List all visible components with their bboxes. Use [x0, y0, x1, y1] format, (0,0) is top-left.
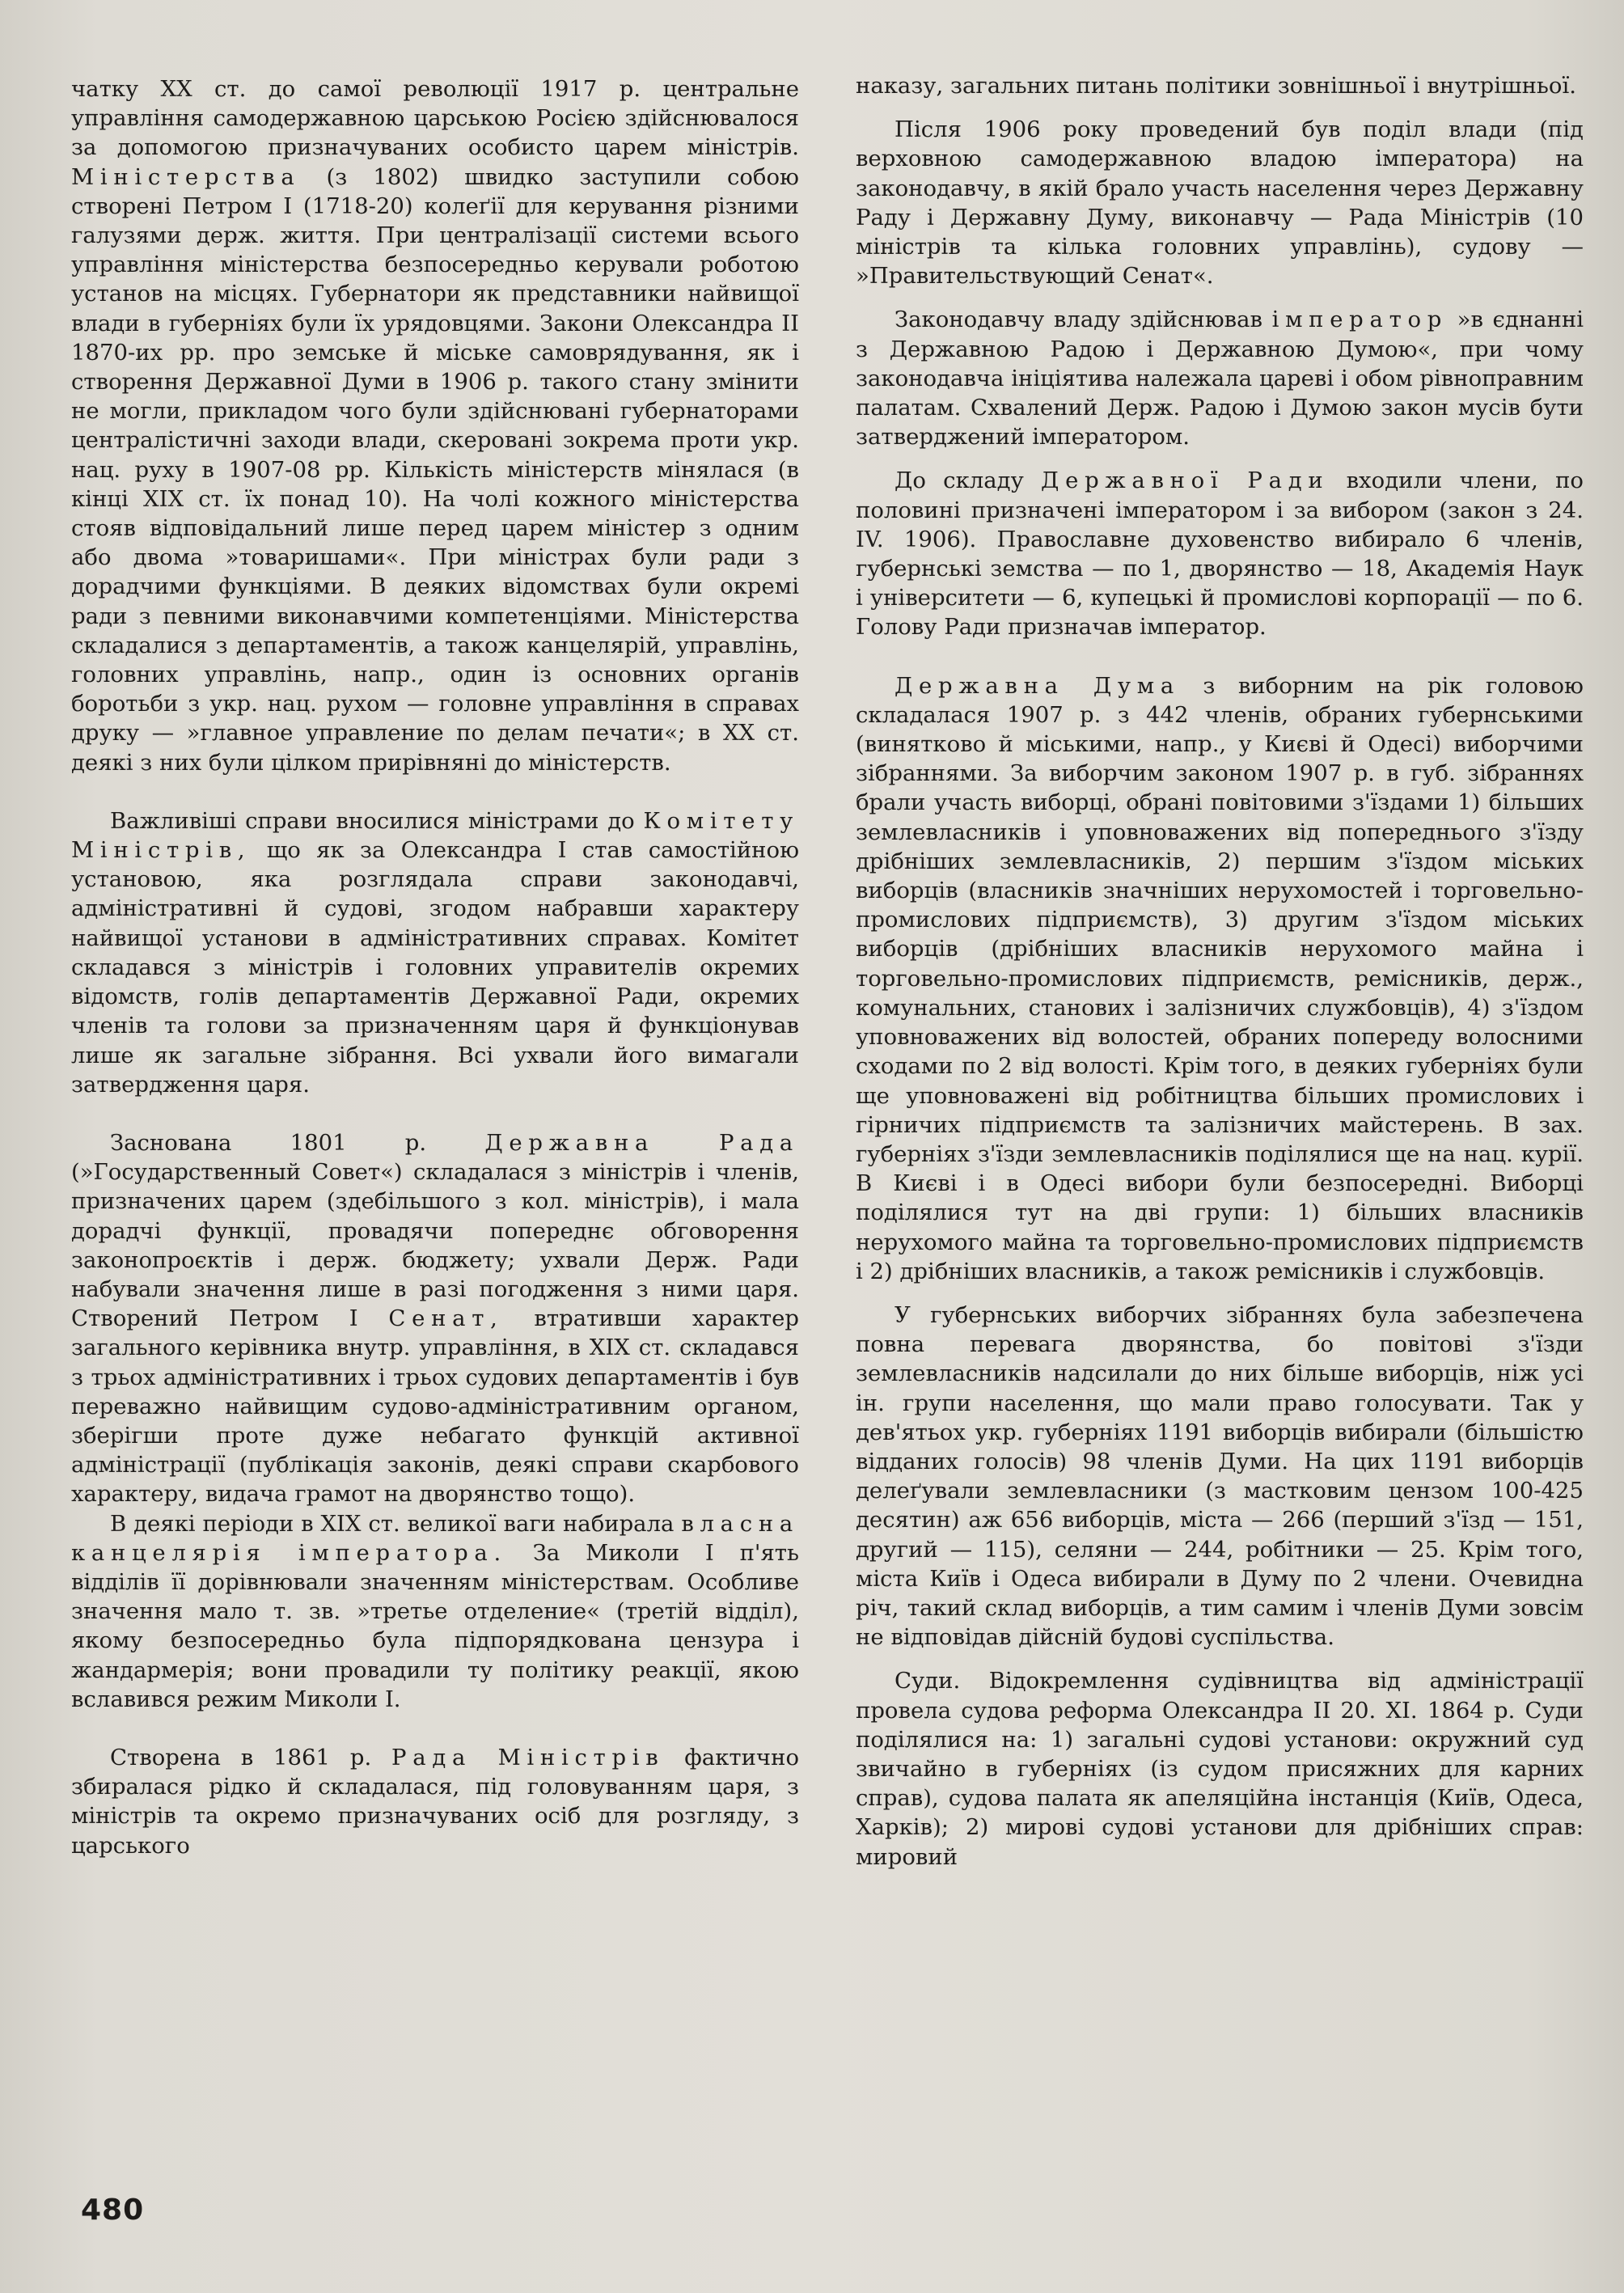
paragraph-text: чатку XX ст. до самої революції 1917 р. центральне управління самодержавною царською Росією здійснювалося за допомогою призначуваних особисто царем міністрів. — [71, 76, 799, 161]
paragraph-text: з виборним на рік головою складалася 1907 р. з 442 членів, обраних губернськими (винятково й міськими, напр., у Києві й Одесі) виборчими зібраннями. За виборчим законом 1907 р. в губ. зібраннях брали участь виборці, обрані повітовими з'їздами 1) більших землевласників і уповноважених від попереднього з'їзду дрібніших землевласників, 2) першим з'їздом міських виборців (власників значніших нерухомостей і торговельно-промислових підприємств), 3) другим з'їздом міських виборців (дрібніших власників нерухомого майна і торговельно-промислових підприємств, ремісників, держ., комунальних, станових і залізничих службовців), 4) з'їздом уповноважених від волостей, обраних попереду волосними сходами по 2 від волості. Крім того, в деяких губерніях були ще уповноважені від робітництва більших промислових і гірничих підприємств та залізничих майстерень. В зах. губерніях з'їзди землевласників поділялися ще на нац. курії. В Києві і в Одесі вибори були безпосередні. Виборці поділялися тут на дві групи: 1) більших власників нерухомого майна та торговельно-промислових підприємств і 2) дрібніших власників, а також ремісників і службовців. — [856, 672, 1584, 1284]
paragraph-electoral-assemblies: У губернських виборчих зібраннях була забезпечена повна перевага дворянства, бо повітові з'їзди землевласників надсилали до них більше виборців, ніж усі ін. групи населення, що мали право голосувати. Так у дев'ятьох укр. губерніях 1191 виборців вибирали (більшістю відданих голосів) 98 членів Думи. На цих 1191 виборців делеґували землевласники (з мастковим цензом 100-425 десятин) аж 656 виборців, міста — 266 (перший з'їзд — 151, другий — 115), селяни — 244, робітники — 25. Крім того, міста Київ і Одеса вибирали в Думу по 2 члени. Очевидна річ, такий склад виборців, а тим самим і членів Думи зовсім не відповідав дійсній будові суспільства. — [856, 1301, 1584, 1651]
paragraph-text: входили члени, по половині призначені імператором і за вибором (закон з 24. IV. 1906). Православне духовенство вибирало 6 членів, губернські земства — по 1, дворянство — 18, Академія Наук і університети — 6, купецькі й промислові корпорації — по 6. Голову Ради призначав імператор. — [856, 467, 1584, 641]
paragraph-text: (з 1802) швидко заступили собою створені Петром I (1718-20) колеґії для керування різними галузями держ. життя. При централізації системи всього управління міністерства безпосередньо керували роботою установ на місцях. Губернатори як представники найвищої влади в губерніях були їх урядовцями. Закони Олександра II 1870-их рр. про земське й міське самоврядування, як і створення Державної Думи в 1906 р. такого стану змінити не могли, прикладом чого були здійснювані губернаторами централістичні заходи влади, скеровані зокрема проти укр. нац. руху в 1907-08 рр. Кількість міністерств мінялася (в кінці XIX ст. їх понад 10). На чолі кожного міністерства стояв відповідальний лише перед царем міністер з одним або двома »товаришами«. При міністрах були ради з дорадчими функціями. В деяких відомствах були окремі ради з певними виконавчими компетенціями. Міністерства складалися з департаментів, а також канцелярій, управлінь, головних управлінь, напр., один із основних органів боротьби з укр. нац. рухом — головне управління в справах друку — »главное управление по делам печати«; в XX ст. деякі з них були цілком прирівняні до міністерств. — [71, 163, 799, 776]
paragraph-ministries — [71, 74, 799, 777]
paragraph-text: До складу — [894, 467, 1024, 494]
spaced-term: Сенат, — [388, 1305, 504, 1332]
spaced-term: Державної Ради — [1041, 467, 1330, 494]
paragraph-state-council-composition — [856, 466, 1584, 641]
paragraph-text: Заснована 1801 р. — [110, 1129, 427, 1156]
page-number: 480 — [81, 2194, 145, 2227]
paragraph-council-of-ministers — [71, 1743, 799, 1860]
paragraph-text: За Миколи I п'ять відділів її дорівнювали значенням міністерствам. Особливе значення мало т. зв. »третье отделение« (третій відділ), якому безпосередньо була підпорядкована цензура і жандармерія; вони провадили ту політику реакції, якою вславився режим Миколи I. — [71, 1539, 799, 1712]
paragraph-legislative-power — [856, 305, 1584, 451]
spaced-term: Рада Міністрів — [391, 1744, 665, 1771]
paragraph-text: Створена в 1861 р. — [110, 1744, 372, 1771]
paragraph-text: (»Государственный Совет«) складалася з міністрів і членів, призначених царем (здебільшого з кол. міністрів), і мала дорадчі функції, провадячи попереднє обговорення законопроєктів і держ. бюджету; ухвали Держ. Ради набували значення лише в разі погодження з ними царя. Створений Петром I — [71, 1159, 799, 1332]
spaced-term: імператор — [1271, 307, 1448, 333]
spaced-term: Державна Дума — [894, 672, 1180, 699]
paragraph-imperial-chancery — [71, 1509, 799, 1714]
paragraph-text: В деякі періоди в XIX ст. великої ваги набирала — [110, 1510, 675, 1537]
paragraph-text: »в єднанні з Державною Радою і Державною Думою«, при чому законодавча ініціятива належала цареві і обом рівноправним палатам. Схвалений Держ. Радою і Думою закон мусів бути затверджений імператором. — [856, 307, 1584, 451]
left-column — [71, 74, 799, 1860]
paragraph-text: Законодавчу владу здійснював — [894, 307, 1263, 333]
paragraph-text: Важливіші справи вносилися міністрами до — [110, 807, 635, 834]
spaced-term: Комітету Міністрів, — [71, 807, 799, 864]
paragraph-courts: Суди. Відокремлення судівництва від адміністрації провела судова реформа Олександра II 20. XI. 1864 р. Суди поділялися на: 1) загальні судові установи: окружний суд звичайно в губерніях (із судом присяжних для карних справ), судова палата як апеляційна інстанція (Київ, Одеса, Харків); 2) мирові судові установи для дрібніших справ: мировий — [856, 1668, 1584, 1870]
paragraph-continuation: наказу, загальних питань політики зовнішньої і внутрішньої. — [856, 73, 1576, 99]
paragraph-state-council — [71, 1128, 799, 1509]
spaced-term: Державна Рада — [484, 1129, 799, 1156]
spaced-term: Міністерства — [71, 163, 301, 190]
paragraph-committee — [71, 806, 799, 1099]
spaced-term: власна канцелярія імператора. — [71, 1510, 799, 1566]
paragraph-state-duma — [856, 671, 1584, 1286]
right-column — [856, 71, 1584, 1872]
paragraph-text: фактично збиралася рідко й складалася, під головуванням царя, з міністрів та окремо призначуваних осіб для розгляду, з царського — [71, 1744, 799, 1859]
paragraph-text: що як за Олександра I став самостійною установою, яка розглядала справи законодавчі, адміністративні й судові, згодом набравши характеру найвищої установи в адміністративних справах. Комітет складався з міністрів і головних управителів окремих відомств, голів департаментів Державної Ради, окремих членів та голови за призначенням царя й функціонував лише як загальне зібрання. Всі ухвали його вимагали затвердження царя. — [71, 837, 800, 1098]
paragraph-division-of-power: Після 1906 року проведений був поділ влади (під верховною самодержавною владою імператора) на законодавчу, в якій брало участь населення через Державну Раду і Державну Думу, виконавчу — Рада Міністрів (10 міністрів та кілька головних управлінь), судову — »Правительствующий Сенат«. — [856, 116, 1584, 290]
paragraph-text: втративши характер загального керівника внутр. управління, в XIX ст. складався з трьох адміністративних і трьох судових департаментів і був переважно найвищим судово-адміністративним органом, зберігши проте дуже небагато функцій активної адміністрації (публікація законів, деякі справи скарбового характеру, видача грамот на дворянство тощо). — [71, 1305, 800, 1508]
